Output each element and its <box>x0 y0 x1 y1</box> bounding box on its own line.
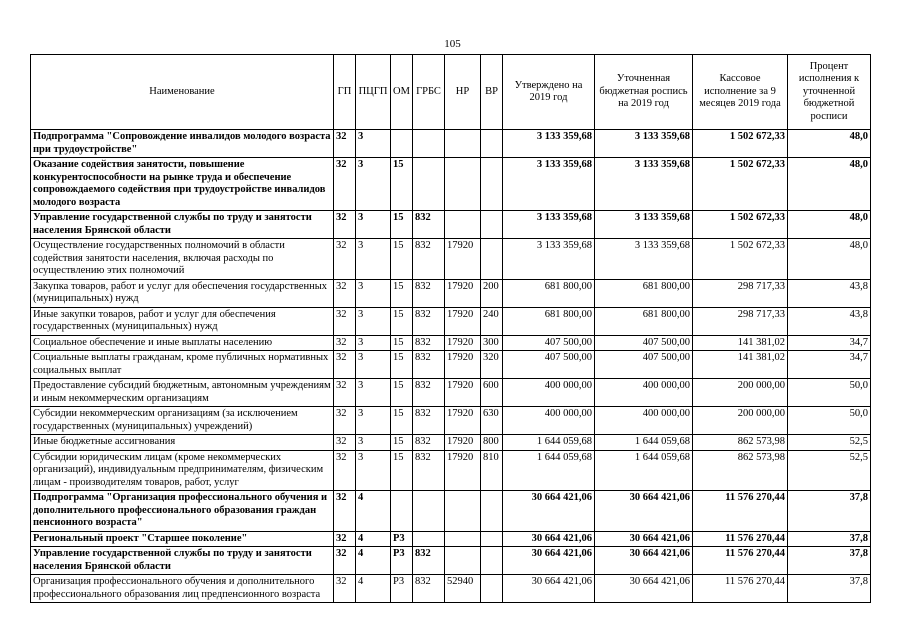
cell-refined: 681 800,00 <box>595 307 693 335</box>
cell-vr: 600 <box>481 379 503 407</box>
cell-approved: 3 133 359,68 <box>503 211 595 239</box>
header-grbs: ГРБС <box>413 55 445 130</box>
table-row <box>31 491 871 532</box>
cell-pgp: 3 <box>356 335 391 351</box>
cell-percent: 50,0 <box>788 379 871 407</box>
cell-grbs: 832 <box>413 239 445 280</box>
cell-approved: 30 664 421,06 <box>503 491 595 532</box>
cell-percent: 50,0 <box>788 407 871 435</box>
cell-nr: 17920 <box>445 239 481 280</box>
cell-approved: 407 500,00 <box>503 351 595 379</box>
table-row <box>31 407 871 435</box>
cell-grbs: 832 <box>413 351 445 379</box>
cell-cash: 298 717,33 <box>693 307 788 335</box>
cell-name: Субсидии юридическим лицам (кроме некоммерческих организаций), индивидуальным предпринимателям, физическим лицам - производителям товаров, работ, услуг <box>31 450 334 491</box>
cell-om: P3 <box>391 547 413 575</box>
cell-pgp: 3 <box>356 307 391 335</box>
cell-percent: 37,8 <box>788 491 871 532</box>
cell-cash: 11 576 270,44 <box>693 491 788 532</box>
table-row <box>31 450 871 491</box>
cell-pgp: 3 <box>356 407 391 435</box>
header-refined: Уточненная бюджетная роспись на 2019 год <box>595 55 693 130</box>
cell-percent: 34,7 <box>788 351 871 379</box>
cell-nr: 17920 <box>445 279 481 307</box>
cell-pgp: 3 <box>356 379 391 407</box>
cell-pgp: 3 <box>356 351 391 379</box>
cell-cash: 862 573,98 <box>693 450 788 491</box>
cell-om: 15 <box>391 407 413 435</box>
cell-name: Социальные выплаты гражданам, кроме публичных нормативных социальных выплат <box>31 351 334 379</box>
cell-refined: 400 000,00 <box>595 407 693 435</box>
table-row <box>31 211 871 239</box>
cell-grbs: 832 <box>413 435 445 451</box>
cell-gp: 32 <box>334 158 356 211</box>
cell-percent: 52,5 <box>788 450 871 491</box>
cell-name: Оказание содействия занятости, повышение конкурентоспособности на рынке труда и обеспечение сопровождаемого содействия при трудоустройстве инвалидов молодого возраста <box>31 158 334 211</box>
cell-grbs: 832 <box>413 407 445 435</box>
cell-refined: 1 644 059,68 <box>595 450 693 491</box>
cell-approved: 681 800,00 <box>503 279 595 307</box>
cell-om: 15 <box>391 307 413 335</box>
cell-cash: 1 502 672,33 <box>693 130 788 158</box>
cell-refined: 3 133 359,68 <box>595 211 693 239</box>
cell-vr <box>481 531 503 547</box>
cell-refined: 3 133 359,68 <box>595 239 693 280</box>
cell-om: 15 <box>391 211 413 239</box>
cell-pgp: 3 <box>356 158 391 211</box>
cell-gp: 32 <box>334 575 356 603</box>
cell-om: 15 <box>391 239 413 280</box>
cell-name: Управление государственной службы по труду и занятости населения Брянской области <box>31 547 334 575</box>
cell-pgp: 3 <box>356 211 391 239</box>
cell-percent: 34,7 <box>788 335 871 351</box>
cell-nr: 52940 <box>445 575 481 603</box>
table-row <box>31 547 871 575</box>
cell-refined: 3 133 359,68 <box>595 130 693 158</box>
cell-refined: 30 664 421,06 <box>595 547 693 575</box>
cell-name: Региональный проект "Старшее поколение" <box>31 531 334 547</box>
cell-nr: 17920 <box>445 307 481 335</box>
cell-om: P3 <box>391 531 413 547</box>
header-nr: НР <box>445 55 481 130</box>
cell-grbs: 832 <box>413 379 445 407</box>
cell-vr: 630 <box>481 407 503 435</box>
cell-nr <box>445 547 481 575</box>
header-percent: Процент исполнения к уточненной бюджетной росписи <box>788 55 871 130</box>
cell-pgp: 3 <box>356 239 391 280</box>
header-vr: ВР <box>481 55 503 130</box>
cell-om <box>391 491 413 532</box>
cell-refined: 681 800,00 <box>595 279 693 307</box>
cell-om <box>391 130 413 158</box>
cell-nr: 17920 <box>445 435 481 451</box>
cell-percent: 37,8 <box>788 575 871 603</box>
cell-percent: 43,8 <box>788 279 871 307</box>
cell-cash: 141 381,02 <box>693 351 788 379</box>
cell-om: P3 <box>391 575 413 603</box>
cell-cash: 200 000,00 <box>693 407 788 435</box>
cell-vr: 810 <box>481 450 503 491</box>
cell-grbs: 832 <box>413 575 445 603</box>
cell-vr <box>481 130 503 158</box>
cell-gp: 32 <box>334 450 356 491</box>
cell-grbs: 832 <box>413 335 445 351</box>
cell-name: Иные бюджетные ассигнования <box>31 435 334 451</box>
table-row <box>31 130 871 158</box>
cell-pgp: 4 <box>356 531 391 547</box>
cell-refined: 30 664 421,06 <box>595 575 693 603</box>
cell-vr: 300 <box>481 335 503 351</box>
cell-percent: 48,0 <box>788 130 871 158</box>
cell-nr: 17920 <box>445 450 481 491</box>
cell-name: Иные закупки товаров, работ и услуг для обеспечения государственных (муниципальных) нужд <box>31 307 334 335</box>
cell-cash: 862 573,98 <box>693 435 788 451</box>
page-number: 105 <box>444 38 461 50</box>
cell-refined: 30 664 421,06 <box>595 491 693 532</box>
cell-name: Предоставление субсидий бюджетным, автономным учреждениям и иным некоммерческим организациям <box>31 379 334 407</box>
cell-percent: 52,5 <box>788 435 871 451</box>
table-row <box>31 239 871 280</box>
cell-grbs <box>413 491 445 532</box>
cell-om: 15 <box>391 351 413 379</box>
cell-gp: 32 <box>334 435 356 451</box>
cell-nr <box>445 491 481 532</box>
cell-name: Подпрограмма "Организация профессионального обучения и дополнительного профессионального образования граждан пенсионного возраста" <box>31 491 334 532</box>
cell-grbs: 832 <box>413 547 445 575</box>
cell-cash: 11 576 270,44 <box>693 547 788 575</box>
cell-vr <box>481 158 503 211</box>
cell-gp: 32 <box>334 279 356 307</box>
cell-nr <box>445 158 481 211</box>
cell-gp: 32 <box>334 351 356 379</box>
cell-approved: 681 800,00 <box>503 307 595 335</box>
cell-grbs <box>413 130 445 158</box>
cell-approved: 3 133 359,68 <box>503 130 595 158</box>
cell-percent: 48,0 <box>788 211 871 239</box>
table-row <box>31 531 871 547</box>
cell-name: Подпрограмма "Сопровождение инвалидов молодого возраста при трудоустройстве" <box>31 130 334 158</box>
cell-nr: 17920 <box>445 335 481 351</box>
cell-pgp: 3 <box>356 130 391 158</box>
cell-vr <box>481 547 503 575</box>
cell-cash: 1 502 672,33 <box>693 158 788 211</box>
cell-refined: 407 500,00 <box>595 351 693 379</box>
cell-refined: 407 500,00 <box>595 335 693 351</box>
table-row <box>31 575 871 603</box>
cell-om: 15 <box>391 335 413 351</box>
header-pgp: ПЦГП <box>356 55 391 130</box>
cell-pgp: 3 <box>356 450 391 491</box>
cell-approved: 400 000,00 <box>503 407 595 435</box>
cell-approved: 1 644 059,68 <box>503 435 595 451</box>
cell-grbs: 832 <box>413 450 445 491</box>
cell-approved: 30 664 421,06 <box>503 547 595 575</box>
table-row <box>31 279 871 307</box>
cell-gp: 32 <box>334 531 356 547</box>
cell-gp: 32 <box>334 130 356 158</box>
cell-cash: 1 502 672,33 <box>693 239 788 280</box>
cell-vr: 200 <box>481 279 503 307</box>
table-header-row <box>31 55 871 130</box>
cell-grbs <box>413 158 445 211</box>
cell-vr <box>481 211 503 239</box>
cell-grbs <box>413 531 445 547</box>
cell-nr <box>445 531 481 547</box>
cell-approved: 1 644 059,68 <box>503 450 595 491</box>
cell-name: Социальное обеспечение и иные выплаты населению <box>31 335 334 351</box>
cell-approved: 400 000,00 <box>503 379 595 407</box>
cell-pgp: 3 <box>356 279 391 307</box>
cell-refined: 3 133 359,68 <box>595 158 693 211</box>
header-cash: Кассовое исполнение за 9 месяцев 2019 года <box>693 55 788 130</box>
cell-approved: 30 664 421,06 <box>503 575 595 603</box>
cell-gp: 32 <box>334 239 356 280</box>
cell-percent: 48,0 <box>788 239 871 280</box>
cell-approved: 30 664 421,06 <box>503 531 595 547</box>
cell-cash: 298 717,33 <box>693 279 788 307</box>
cell-vr <box>481 491 503 532</box>
cell-nr: 17920 <box>445 407 481 435</box>
cell-vr: 240 <box>481 307 503 335</box>
cell-gp: 32 <box>334 547 356 575</box>
cell-vr <box>481 239 503 280</box>
cell-name: Субсидии некоммерческим организациям (за исключением государственных (муниципальных) учреждений) <box>31 407 334 435</box>
cell-vr: 800 <box>481 435 503 451</box>
cell-vr <box>481 575 503 603</box>
cell-grbs: 832 <box>413 211 445 239</box>
cell-pgp: 3 <box>356 435 391 451</box>
cell-cash: 200 000,00 <box>693 379 788 407</box>
cell-om: 15 <box>391 279 413 307</box>
cell-percent: 48,0 <box>788 158 871 211</box>
cell-gp: 32 <box>334 379 356 407</box>
header-gp: ГП <box>334 55 356 130</box>
cell-nr: 17920 <box>445 379 481 407</box>
cell-pgp: 4 <box>356 491 391 532</box>
cell-pgp: 4 <box>356 575 391 603</box>
table-row <box>31 435 871 451</box>
table-row <box>31 379 871 407</box>
cell-om: 15 <box>391 435 413 451</box>
cell-approved: 407 500,00 <box>503 335 595 351</box>
cell-nr <box>445 211 481 239</box>
cell-cash: 1 502 672,33 <box>693 211 788 239</box>
table-row <box>31 351 871 379</box>
cell-om: 15 <box>391 450 413 491</box>
cell-cash: 11 576 270,44 <box>693 531 788 547</box>
cell-percent: 37,8 <box>788 531 871 547</box>
cell-gp: 32 <box>334 335 356 351</box>
cell-cash: 141 381,02 <box>693 335 788 351</box>
cell-gp: 32 <box>334 307 356 335</box>
cell-om: 15 <box>391 379 413 407</box>
table-row <box>31 335 871 351</box>
cell-approved: 3 133 359,68 <box>503 158 595 211</box>
cell-gp: 32 <box>334 407 356 435</box>
cell-grbs: 832 <box>413 279 445 307</box>
cell-refined: 1 644 059,68 <box>595 435 693 451</box>
cell-approved: 3 133 359,68 <box>503 239 595 280</box>
header-name: Наименование <box>31 55 334 130</box>
cell-grbs: 832 <box>413 307 445 335</box>
cell-vr: 320 <box>481 351 503 379</box>
cell-name: Осуществление государственных полномочий в области содействия занятости населения, включая расходы по осуществлению этих полномочий <box>31 239 334 280</box>
cell-cash: 11 576 270,44 <box>693 575 788 603</box>
cell-nr <box>445 130 481 158</box>
cell-percent: 43,8 <box>788 307 871 335</box>
header-om: ОМ <box>391 55 413 130</box>
cell-pgp: 4 <box>356 547 391 575</box>
cell-nr: 17920 <box>445 351 481 379</box>
cell-refined: 30 664 421,06 <box>595 531 693 547</box>
table-body <box>31 130 871 603</box>
header-approved: Утверждено на 2019 год <box>503 55 595 130</box>
budget-execution-table <box>30 54 871 603</box>
table-row <box>31 307 871 335</box>
cell-name: Управление государственной службы по труду и занятости населения Брянской области <box>31 211 334 239</box>
cell-gp: 32 <box>334 211 356 239</box>
cell-gp: 32 <box>334 491 356 532</box>
cell-name: Закупка товаров, работ и услуг для обеспечения государственных (муниципальных) нужд <box>31 279 334 307</box>
cell-refined: 400 000,00 <box>595 379 693 407</box>
cell-name: Организация профессионального обучения и дополнительного профессионального образования лиц предпенсионного возраста <box>31 575 334 603</box>
cell-om: 15 <box>391 158 413 211</box>
table-row <box>31 158 871 211</box>
cell-percent: 37,8 <box>788 547 871 575</box>
